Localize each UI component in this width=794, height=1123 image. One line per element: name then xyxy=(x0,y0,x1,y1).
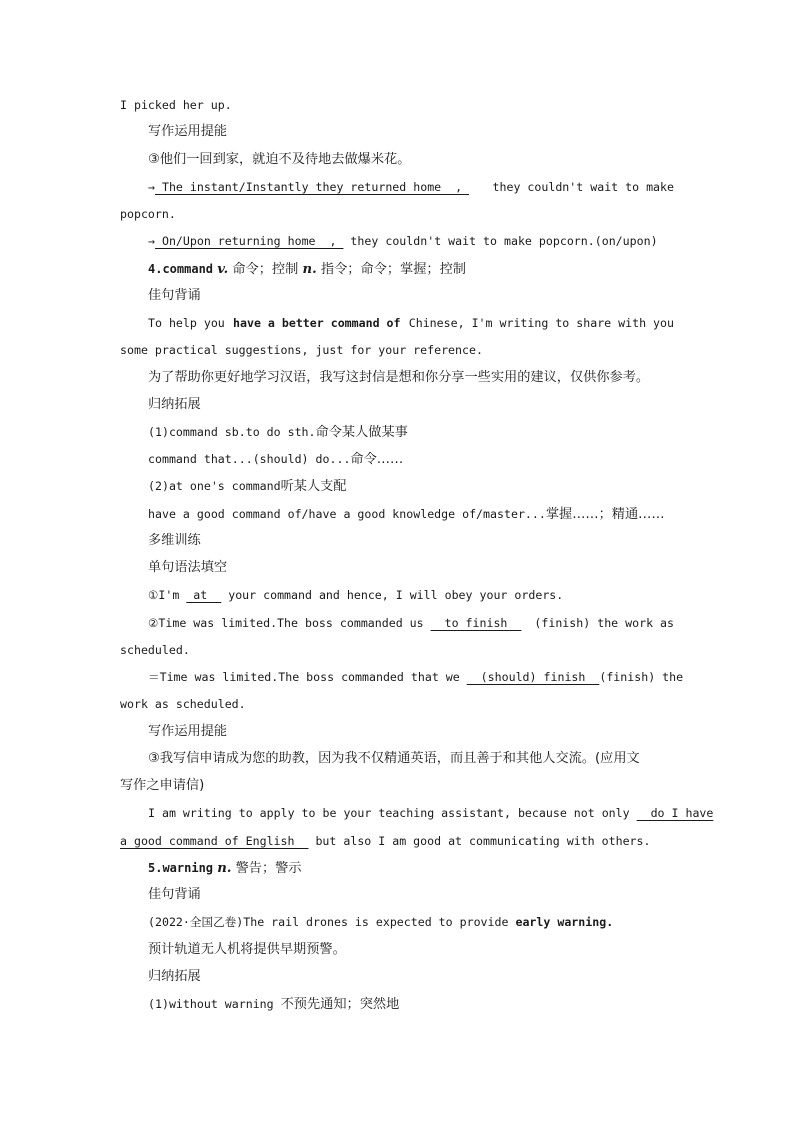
answer-blank: a good command of English xyxy=(120,834,309,848)
key-phrase: have a better command of xyxy=(233,316,401,330)
part-of-speech: n. xyxy=(302,262,317,277)
vocab-word: 5.warning xyxy=(148,861,214,875)
answer-line xyxy=(120,832,651,850)
text-span: ②Time was limited.The boss commanded us xyxy=(148,616,431,630)
section-heading: 佳句背诵 xyxy=(148,288,201,303)
text-span: I am writing to apply to be your teaching assistant, because not only xyxy=(148,806,637,820)
section-heading: 归纳拓展 xyxy=(148,969,201,984)
text-span: ①I'm xyxy=(148,588,187,602)
answer-blank: to finish xyxy=(430,616,522,630)
usage-en: (1)without warning xyxy=(148,997,281,1011)
text-line: work as scheduled. xyxy=(120,697,246,711)
usage-item xyxy=(148,423,408,442)
answer-blank: do I have xyxy=(636,806,714,820)
section-heading: 写作运用提能 xyxy=(148,124,228,139)
usage-zh: 掌握……；精通…… xyxy=(545,507,665,522)
text-span: (finish) the xyxy=(599,670,684,684)
arrow-icon: → xyxy=(148,234,155,248)
text-span: they couldn't wait to make xyxy=(485,180,674,194)
part-of-speech: n. xyxy=(217,861,232,876)
text-line: popcorn. xyxy=(120,207,176,221)
vocab-heading xyxy=(148,260,466,279)
example-sentence xyxy=(148,314,674,332)
exercise-item xyxy=(148,668,684,686)
section-heading: 佳句背诵 xyxy=(148,887,201,902)
text-span: they couldn't wait to make popcorn.(on/upon) xyxy=(343,234,658,248)
usage-en: (2)at one's command xyxy=(148,479,281,493)
text-line: scheduled. xyxy=(120,643,190,657)
answer-blank: (should) finish xyxy=(466,670,600,684)
definition: 指令；命令；掌握；控制 xyxy=(320,262,466,277)
usage-en: (1)command sb.to do sth. xyxy=(148,425,316,439)
section-heading: 归纳拓展 xyxy=(148,397,201,412)
section-heading: 单句语法填空 xyxy=(148,560,228,575)
answer-line xyxy=(148,804,714,822)
exercise-item xyxy=(148,586,563,604)
part-of-speech: v. xyxy=(217,262,229,277)
answer-blank: On/Upon returning home , xyxy=(154,234,344,248)
vocab-heading xyxy=(148,859,302,878)
text-span: (finish) the work as xyxy=(534,616,674,630)
text-span: your command and hence, I will obey your orders. xyxy=(221,588,564,602)
usage-zh: 命令某人做某事 xyxy=(315,425,408,440)
arrow-icon: → xyxy=(148,180,155,194)
section-heading: 写作运用提能 xyxy=(148,724,228,739)
usage-zh: 命令…… xyxy=(350,452,404,467)
example-sentence xyxy=(148,913,613,931)
answer-blank: at xyxy=(186,588,222,602)
text-span: To help you xyxy=(148,316,232,330)
text-line: I picked her up. xyxy=(120,98,232,112)
section-heading: 多维训练 xyxy=(148,533,201,548)
usage-en: have a good command of/have a good knowledge of/master... xyxy=(148,507,546,521)
answer-line xyxy=(148,232,658,250)
usage-item xyxy=(148,995,399,1014)
usage-item xyxy=(148,450,403,469)
usage-en: command that...(should) do... xyxy=(148,452,351,466)
exercise-prompt: ③他们一回到家，就迫不及待地去做爆米花。 xyxy=(148,152,411,167)
text-line: some practical suggestions, just for your reference. xyxy=(120,343,483,357)
usage-zh: 听某人支配 xyxy=(280,479,347,494)
translation: 预计轨道无人机将提供早期预警。 xyxy=(148,942,346,957)
translation: 为了帮助你更好地学习汉语，我写这封信是想和你分享一些实用的建议，仅供你参考。 xyxy=(148,370,650,385)
text-span: but also I am good at communicating with others. xyxy=(308,834,651,848)
text-span: ＝Time was limited.The boss commanded that we xyxy=(148,670,467,684)
exercise-item xyxy=(148,614,674,632)
key-phrase: early warning. xyxy=(515,915,614,929)
definition: 命令；控制 xyxy=(232,262,299,277)
text-span: Chinese, I'm writing to share with you xyxy=(401,316,674,330)
usage-item xyxy=(148,505,665,524)
exercise-prompt: ③我写信申请成为您的助教，因为我不仅精通英语，而且善于和其他人交流。(应用文 xyxy=(148,751,640,766)
text-line: 写作之申请信) xyxy=(120,778,205,793)
usage-zh: 不预先通知；突然地 xyxy=(280,997,400,1012)
text-span: (2022·全国乙卷)The rail drones is expected to provide xyxy=(148,915,516,929)
answer-blank: The instant/Instantly they returned home , xyxy=(154,180,470,194)
vocab-word: 4.command xyxy=(148,262,214,276)
definition: 警告；警示 xyxy=(235,861,302,876)
usage-item xyxy=(148,477,347,496)
answer-line xyxy=(148,178,674,196)
